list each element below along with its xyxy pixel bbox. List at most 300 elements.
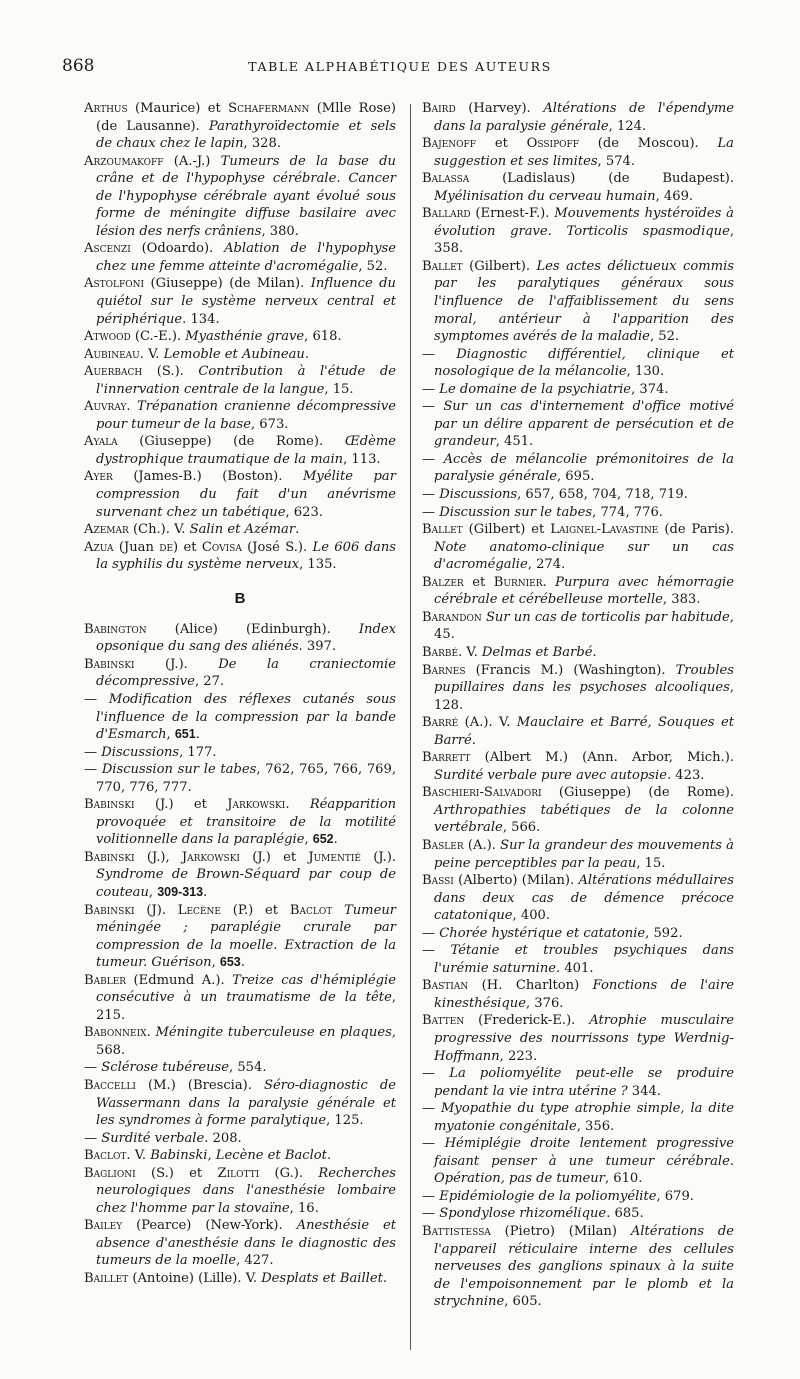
entry-text: (Giuseppe) (de Rome).: [117, 434, 345, 450]
index-entry: [84, 744, 396, 762]
entry-text: , 383.: [662, 592, 701, 608]
entry-text: —: [422, 346, 457, 362]
article-title: De la craniectomie décompressive: [96, 656, 396, 690]
index-entry: [422, 258, 734, 346]
index-entry: [422, 662, 734, 715]
index-entry: [84, 1217, 396, 1270]
author-name: Baclot: [289, 902, 333, 918]
entry-text: (Albert M.) (Ann. Arbor, Mich.).: [470, 750, 734, 766]
article-title: La suggestion et ses limites: [434, 136, 734, 169]
entry-text: , 566.: [502, 820, 541, 836]
author-name: Babinski: [84, 902, 135, 918]
index-entry: [84, 100, 396, 153]
article-title: Mouvements hystéroïdes à évolution grave. Torticolis spasmodique: [434, 206, 734, 239]
entry-text: , 27.: [194, 674, 225, 690]
entry-text: , 695.: [556, 469, 595, 485]
entry-text: (Alberto) (Milan).: [453, 873, 579, 889]
entry-text: ,: [304, 832, 313, 848]
entry-text: (Odoardo).: [130, 241, 225, 257]
entry-text: —: [84, 1130, 102, 1146]
entry-text: —: [422, 943, 451, 959]
index-entry: [84, 1165, 396, 1218]
author-name: Azua: [84, 539, 114, 555]
index-entry: [84, 1147, 396, 1165]
entry-text: , 113.: [343, 451, 381, 467]
article-title: Séro-diagnostic de Wassermann dans la paralysie générale et les syndromes à forme paralytique: [96, 1077, 397, 1129]
author-name: Ascenzi: [84, 241, 131, 257]
entry-text: (José S.).: [241, 539, 313, 555]
article-title: Mauclaire et Barré, Souques et Barré: [434, 715, 734, 748]
entry-text: , 554.: [229, 1060, 267, 1076]
index-entry: [422, 644, 734, 662]
entry-text: (A.).: [463, 837, 501, 853]
index-entry: [84, 1059, 396, 1077]
index-entry: [422, 749, 734, 784]
author-name: Baillet: [84, 1271, 129, 1286]
entry-text: .: [304, 346, 310, 362]
entry-text: .: [285, 797, 310, 813]
author-name: Babinski: [84, 849, 135, 865]
author-name: Ayer: [84, 469, 113, 485]
article-title: Atrophie musculaire progressive des nourrissons type Werdnig-Hoffmann: [434, 1013, 734, 1064]
entry-text: .: [592, 644, 597, 660]
article-title: Fonctions de l'aire kinesthésique: [434, 978, 734, 1011]
article-title: Les actes délictueux commis par les paralytiques généraux sous l'influence de l'affaiblissement du sens moral, antérieur à l'apparition des symptomes avérés de la maladie: [434, 258, 734, 345]
entry-text: (Gilbert).: [462, 258, 537, 274]
entry-text: (de Moscou).: [579, 136, 718, 152]
entry-text: (G.).: [259, 1165, 319, 1181]
author-name: Barnes: [422, 662, 466, 678]
index-entry: [422, 942, 734, 977]
index-entry: [422, 872, 734, 925]
index-entry: [422, 837, 734, 872]
article-title: Babinski, Lecène et Baclot: [150, 1148, 327, 1164]
article-title: Altérations médullaires dans deux cas de démence précoce catatonique: [434, 873, 734, 924]
article-title: Chorée hystérique et catatonie: [439, 925, 646, 941]
entry-text: .: [542, 574, 556, 590]
entry-text: (Pietro) (Milan): [490, 1224, 631, 1239]
entry-text: , 618.: [304, 329, 342, 345]
page-reference: 309-313: [157, 884, 204, 899]
author-name: Bastian: [422, 978, 469, 994]
entry-text: —: [84, 691, 109, 707]
entry-text: et: [476, 136, 527, 152]
entry-text: (J.) et: [239, 849, 309, 865]
article-title: Treize cas d'hémiplégie consécutive à un traumatisme de la tête: [96, 972, 396, 1006]
author-name: Schafermann: [228, 101, 310, 116]
article-title: Myélinisation du cerveau humain: [434, 188, 656, 204]
article-title: Réapparition provoquée et transitoire de la motilité volitionnelle dans la paraplégie: [96, 797, 397, 848]
article-title: Le domaine de la psychiatrie: [439, 381, 632, 397]
entry-text: , 223.: [499, 1048, 538, 1064]
entry-text: (Harvey).: [455, 101, 544, 116]
author-name: Ballet: [422, 522, 463, 538]
column-divider: [410, 104, 411, 1350]
entry-text: .: [333, 832, 338, 848]
index-entry: [84, 849, 396, 902]
author-name: Balzer: [422, 574, 464, 590]
index-entry: [422, 381, 734, 399]
entry-text: , 125.: [326, 1113, 364, 1129]
author-name: Burnier: [493, 574, 543, 590]
entry-text: —: [422, 1066, 450, 1082]
author-name: Barré: [422, 715, 459, 731]
index-entry: [84, 346, 396, 364]
article-title: Delmas et Barbé: [481, 644, 593, 660]
index-entry: [84, 621, 396, 656]
entry-text: . V.: [126, 1148, 151, 1164]
index-entry: [84, 433, 396, 468]
entry-text: , 380.: [261, 223, 299, 239]
author-name: Lecène: [177, 902, 221, 918]
entry-text: —: [422, 504, 440, 520]
entry-text: ,: [211, 955, 220, 971]
author-name: Baird: [422, 101, 456, 116]
entry-text: , 574.: [597, 153, 636, 169]
entry-text: , 400.: [512, 908, 551, 924]
index-entry: [422, 574, 734, 609]
index-entry: [84, 468, 396, 521]
entry-text: , 124.: [608, 118, 647, 134]
article-title: Contribution à l'étude de l'innervation centrale de la langue: [96, 364, 396, 397]
entry-text: , 610.: [604, 1171, 643, 1187]
article-title: Altérations de l'épendyme dans la paralysie générale: [434, 101, 734, 134]
article-title: Diagnostic différentiel, clinique et nosologique de la mélancolie: [434, 346, 734, 380]
index-entry: [84, 363, 396, 398]
entry-text: —: [422, 399, 444, 415]
entry-text: . 397.: [298, 639, 337, 655]
author-name: Bailey: [84, 1218, 123, 1234]
entry-text: (J).: [134, 902, 178, 918]
entry-text: , 427.: [236, 1253, 274, 1269]
author-name: Bassi: [422, 873, 454, 889]
author-name: Ossipoff: [526, 136, 579, 152]
author-name: Covisa: [201, 539, 242, 555]
article-title: Index opsonique du sang des aliénés: [96, 621, 396, 655]
index-entry: [84, 1024, 396, 1059]
author-name: Jarkowski: [227, 797, 286, 813]
entry-text: , 135.: [299, 557, 337, 573]
index-entry: [84, 1270, 396, 1288]
entry-text: —: [422, 1206, 440, 1222]
article-title: Epidémiologie de la poliomyélite: [439, 1188, 657, 1204]
article-title: Le 606 dans la syphilis du système nerveux: [96, 539, 396, 573]
entry-text: (Maurice) et: [127, 101, 229, 116]
index-entry: [422, 1188, 734, 1206]
entry-text: (C.-E.).: [130, 329, 186, 345]
entry-text: —: [422, 1101, 442, 1117]
author-name: Baschieri-Salvadori: [422, 785, 542, 801]
entry-text: .: [195, 727, 200, 743]
article-title: Surdité verbale pure avec autopsie: [434, 767, 667, 783]
page-reference: 652: [312, 832, 334, 847]
index-entry: [422, 486, 734, 504]
right-column: [422, 100, 734, 1311]
entry-text: , 328.: [243, 136, 282, 152]
entry-text: (Ladislaus) (de Budapest).: [469, 171, 734, 187]
article-title: Myopathie du type atrophie simple, la dite myatonie congénitale: [434, 1101, 734, 1134]
index-entry: [422, 784, 734, 837]
entry-text: , 568.: [96, 1025, 396, 1058]
author-name: Jumentié: [308, 849, 361, 865]
index-entry: [84, 761, 396, 796]
entry-text: (Mlle Rose) (de Lausanne).: [96, 101, 396, 134]
index-entry: [422, 1065, 734, 1100]
entry-text: (J.).: [134, 656, 219, 672]
article-title: Discussions: [439, 487, 518, 503]
index-entry: [84, 398, 396, 433]
entry-text: 344.: [627, 1083, 661, 1099]
article-title: Modification des réflexes cutanés sous l'influence de la compression par la bande d'Esmarch: [96, 691, 396, 743]
index-entry: [422, 451, 734, 486]
entry-text: , 762, 765, 766, 769, 770, 776, 777.: [96, 762, 396, 795]
author-name: Barandon: [422, 609, 482, 625]
author-name: Basler: [422, 837, 464, 853]
entry-text: . 134.: [182, 311, 220, 327]
author-name: Arthus: [84, 101, 128, 116]
author-name: Arzoumakoff: [84, 153, 164, 169]
entry-text: , 592.: [645, 925, 683, 941]
index-entry: [422, 1100, 734, 1135]
index-entry: [84, 328, 396, 346]
index-entry: [84, 1130, 396, 1148]
author-name: Laignel-Lavastine: [550, 522, 659, 538]
entry-text: (Frederick-E.).: [464, 1013, 590, 1029]
index-entry: [422, 977, 734, 1012]
entry-text: —: [422, 925, 440, 941]
article-title: Discussion sur le tabes: [101, 762, 257, 778]
entry-text: (P.) et: [220, 902, 290, 918]
index-entry: [422, 205, 734, 258]
index-entry: [84, 521, 396, 539]
author-name: Atwood: [84, 329, 131, 345]
index-entry: [422, 1135, 734, 1188]
article-title: La poliomyélite peut-elle se produire pendant la vie intra utérine ?: [434, 1066, 735, 1099]
entry-text: (Pearce) (New-York).: [122, 1218, 297, 1234]
entry-text: —: [422, 487, 440, 503]
index-entry: [422, 135, 734, 170]
article-title: Anesthésie et absence d'anesthésie dans le diagnostic des tumeurs de la moelle: [96, 1218, 396, 1269]
index-entry: [422, 398, 734, 451]
author-name: Aubineau: [84, 346, 140, 362]
article-title: Sur la grandeur des mouvements à peine perceptibles par la peau: [434, 837, 734, 871]
entry-text: (A.). V.: [458, 715, 517, 731]
article-title: Note anatomo-clinique sur un cas d'acromégalie: [434, 539, 734, 573]
author-name: Balassa: [422, 171, 470, 187]
author-name: Babonneix: [84, 1025, 147, 1041]
index-entry: [84, 902, 396, 972]
entry-text: —: [422, 451, 444, 467]
entry-text: —: [84, 744, 102, 760]
entry-text: ,: [148, 884, 158, 900]
index-entry: [84, 656, 396, 691]
article-title: Discussions: [101, 744, 180, 760]
entry-text: . 685.: [606, 1206, 644, 1222]
index-entry: [422, 100, 734, 135]
index-columns: [84, 100, 750, 1350]
entry-text: et: [463, 574, 494, 590]
entry-text: (Gilbert) et: [462, 522, 551, 538]
entry-text: .: [146, 1025, 156, 1041]
entry-text: . V.: [139, 346, 164, 362]
entry-text: . 401.: [556, 960, 594, 976]
entry-text: , 128.: [434, 680, 734, 713]
entry-text: (J.).: [360, 849, 396, 865]
entry-text: (Antoine) (Lille). V.: [128, 1271, 262, 1286]
article-title: Altérations de l'appareil réticulaire interne des cellules nerveuses des ganglions spinaux à la suite de l'empoisonnement par le plomb et la strychnine: [434, 1224, 734, 1310]
article-title: Troubles pupillaires dans les psychoses alcooliques: [434, 662, 734, 696]
author-name: Azemar: [84, 522, 129, 538]
entry-text: , 679.: [656, 1188, 694, 1204]
entry-text: (Edmund A.).: [126, 972, 233, 988]
entry-text: (Francis M.) (Washington).: [465, 662, 676, 678]
author-name: Astolfoni: [84, 276, 145, 292]
entry-text: , 774, 776.: [592, 504, 663, 520]
article-title: Accès de mélancolie prémonitoires de la paralysie générale: [434, 451, 734, 485]
article-title: Spondylose rhizomélique: [439, 1206, 607, 1222]
entry-text: .: [471, 732, 476, 748]
page-header: [62, 56, 738, 80]
entry-text: , 130.: [626, 364, 665, 380]
entry-text: . 208.: [204, 1130, 242, 1146]
entry-text: —: [422, 381, 440, 397]
article-title: Arthropathies tabétiques de la colonne vertébrale: [434, 802, 734, 836]
entry-text: , 16.: [289, 1200, 319, 1216]
author-name: Battistessa: [422, 1224, 491, 1239]
entry-text: (Giuseppe) (de Milan).: [144, 276, 311, 292]
index-entry: [84, 539, 396, 574]
author-name: de: [159, 539, 174, 555]
left-column: [84, 100, 396, 1288]
article-title: Discussion sur le tabes: [439, 504, 593, 520]
article-title: Lemoble et Aubineau: [163, 346, 305, 362]
entry-text: .: [295, 522, 300, 538]
index-entry: [422, 1223, 734, 1311]
author-name: Batten: [422, 1013, 465, 1029]
index-entry: [422, 714, 734, 749]
article-title: Syndrome de Brown-Séquard par coup de couteau: [96, 867, 396, 900]
article-title: Sur un cas de torticolis par habitude: [485, 609, 730, 625]
article-title: Surdité verbale: [101, 1130, 205, 1146]
page-reference: 653: [219, 955, 241, 970]
article-title: Salin et Azémar: [189, 522, 296, 538]
entry-text: ) et: [173, 539, 202, 555]
article-title: Myélite par compression du fait d'un anévrisme survenant chez un tabétique: [96, 469, 396, 520]
author-name: Bajenoff: [422, 136, 477, 152]
index-entry: [422, 521, 734, 574]
entry-text: —: [84, 1060, 102, 1076]
entry-text: .: [203, 884, 208, 900]
entry-text: , 657, 658, 704, 718, 719.: [517, 487, 688, 503]
author-name: Baglioni: [84, 1165, 136, 1181]
index-entry: [84, 691, 396, 744]
entry-text: .: [326, 1148, 332, 1164]
entry-text: .: [382, 1271, 388, 1286]
entry-text: (Juan: [113, 539, 160, 555]
index-entry: [422, 504, 734, 522]
author-name: Auerbach: [84, 364, 143, 380]
article-title: Recherches neurologiques dans l'anesthésie lombaire chez l'homme par la stovaïne: [96, 1165, 396, 1216]
author-name: Zilotti: [217, 1165, 260, 1181]
index-entry: [422, 609, 734, 644]
entry-text: (James-B.) (Boston).: [112, 469, 304, 485]
author-name: Baclot: [84, 1148, 127, 1164]
article-title: Myasthénie grave: [185, 329, 305, 345]
entry-text: , 451.: [495, 434, 534, 450]
article-title: Ablation de l'hypophyse chez une femme atteinte d'acromégalie: [96, 241, 396, 274]
article-title: Purpura avec hémorragie cérébrale et cérébelleuse mortelle: [434, 574, 734, 608]
index-entry: [422, 346, 734, 381]
author-name: Ballet: [422, 258, 463, 274]
entry-text: , 177.: [179, 744, 217, 760]
entry-text: . V.: [458, 644, 482, 660]
entry-text: (J.),: [134, 849, 182, 865]
entry-text: , 469.: [655, 188, 694, 204]
entry-text: , 623.: [285, 504, 323, 520]
index-entry: [84, 972, 396, 1025]
entry-text: (Ernest-F.).: [470, 206, 555, 222]
entry-text: . 423.: [666, 767, 705, 783]
author-name: Barrett: [422, 750, 471, 766]
page-number: 868: [62, 56, 95, 76]
article-title: Influence du quiétol sur le système nerveux central et périphérique: [96, 276, 396, 327]
index-entry: [84, 153, 396, 241]
entry-text: , 15.: [324, 381, 354, 397]
index-entry: [422, 1205, 734, 1223]
author-name: Jarkowski: [181, 849, 240, 865]
entry-text: —: [422, 1188, 440, 1204]
entry-text: , 45.: [434, 609, 734, 643]
entry-text: [332, 903, 344, 918]
article-title: Desplats et Baillet: [261, 1271, 383, 1286]
entry-text: —: [84, 762, 102, 778]
entry-text: —: [422, 1136, 445, 1152]
entry-text: , 356.: [576, 1118, 615, 1134]
entry-text: (S.) et: [135, 1165, 218, 1181]
article-title: Méningite tuberculeuse en plaques: [155, 1025, 392, 1041]
entry-text: , 673.: [250, 416, 289, 432]
author-name: Babinski: [84, 797, 135, 813]
entry-text: ,: [166, 727, 175, 743]
entry-text: .: [126, 399, 137, 415]
entry-text: (M.) (Brescia).: [135, 1077, 264, 1093]
author-name: Baccelli: [84, 1077, 136, 1093]
entry-text: .: [240, 955, 245, 971]
entry-text: , 374.: [631, 381, 669, 397]
entry-text: (J.) et: [134, 797, 228, 813]
entry-text: (H. Charlton): [468, 978, 593, 994]
entry-text: , 52.: [358, 258, 388, 274]
article-title: Tumeur méningée ; paraplégie crurale par compression de la moelle. Extraction de la tumeur. Guérison: [96, 902, 397, 971]
article-title: Tétanie et troubles psychiques dans l'urémie saturnine: [434, 943, 734, 976]
entry-text: (S.).: [142, 364, 199, 380]
entry-text: , 605.: [504, 1294, 542, 1310]
entry-text: , 52.: [649, 329, 680, 345]
index-entry: [84, 796, 396, 849]
index-entry: [422, 1012, 734, 1065]
page-reference: 651: [174, 727, 196, 742]
index-entry: [84, 275, 396, 328]
entry-text: , 358.: [434, 223, 734, 257]
author-name: Babler: [84, 972, 127, 988]
author-name: Babinski: [84, 656, 135, 672]
author-name: Ayala: [84, 434, 118, 450]
index-entry: [422, 925, 734, 943]
author-name: Barbé: [422, 644, 459, 660]
index-entry: [84, 1077, 396, 1130]
index-entry: [84, 240, 396, 275]
author-name: Auvray: [84, 399, 127, 415]
